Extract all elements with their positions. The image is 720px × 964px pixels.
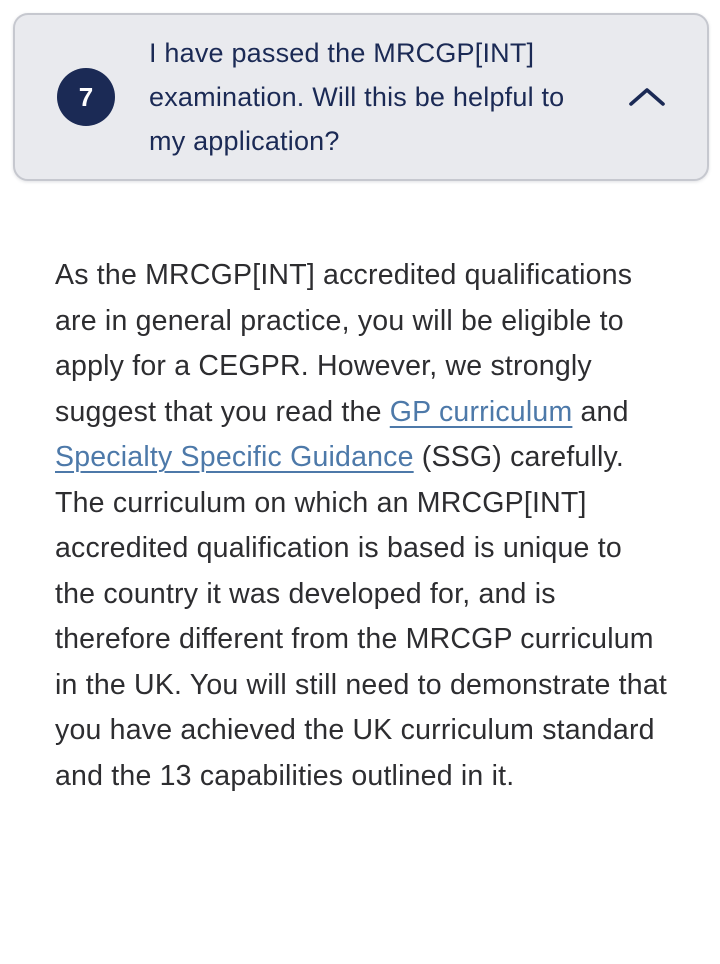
answer-link[interactable]: GP curriculum: [389, 395, 573, 428]
chevron-up-icon[interactable]: [627, 85, 667, 109]
faq-accordion-header[interactable]: [13, 13, 709, 181]
answer-text-segment: and: [572, 395, 629, 428]
question-text: I have passed the MRCGP[INT] examination. Will this be helpful to my application?: [149, 38, 565, 156]
question-number: 7: [78, 81, 94, 112]
answer-link[interactable]: Specialty Specific Guidance: [55, 441, 414, 473]
question-number-badge: [57, 68, 115, 126]
answer-text-segment: As the MRCGP[INT] accredited qualifications are in general practice, you will be eligible to apply for a CEGPR. However, we strongly suggest that you read the: [55, 259, 633, 428]
answer-paragraph: [55, 253, 670, 799]
answer-text-segment: (SSG) carefully. The curriculum on which an MRCGP[INT] accredited qualification is based is unique to the country it was developed for, and is therefore different from the MRCGP curriculum in the UK. You will still need to demonstrate that you have achieved the UK curriculum standard and the 13 capabilities outlined in it.: [55, 441, 668, 792]
